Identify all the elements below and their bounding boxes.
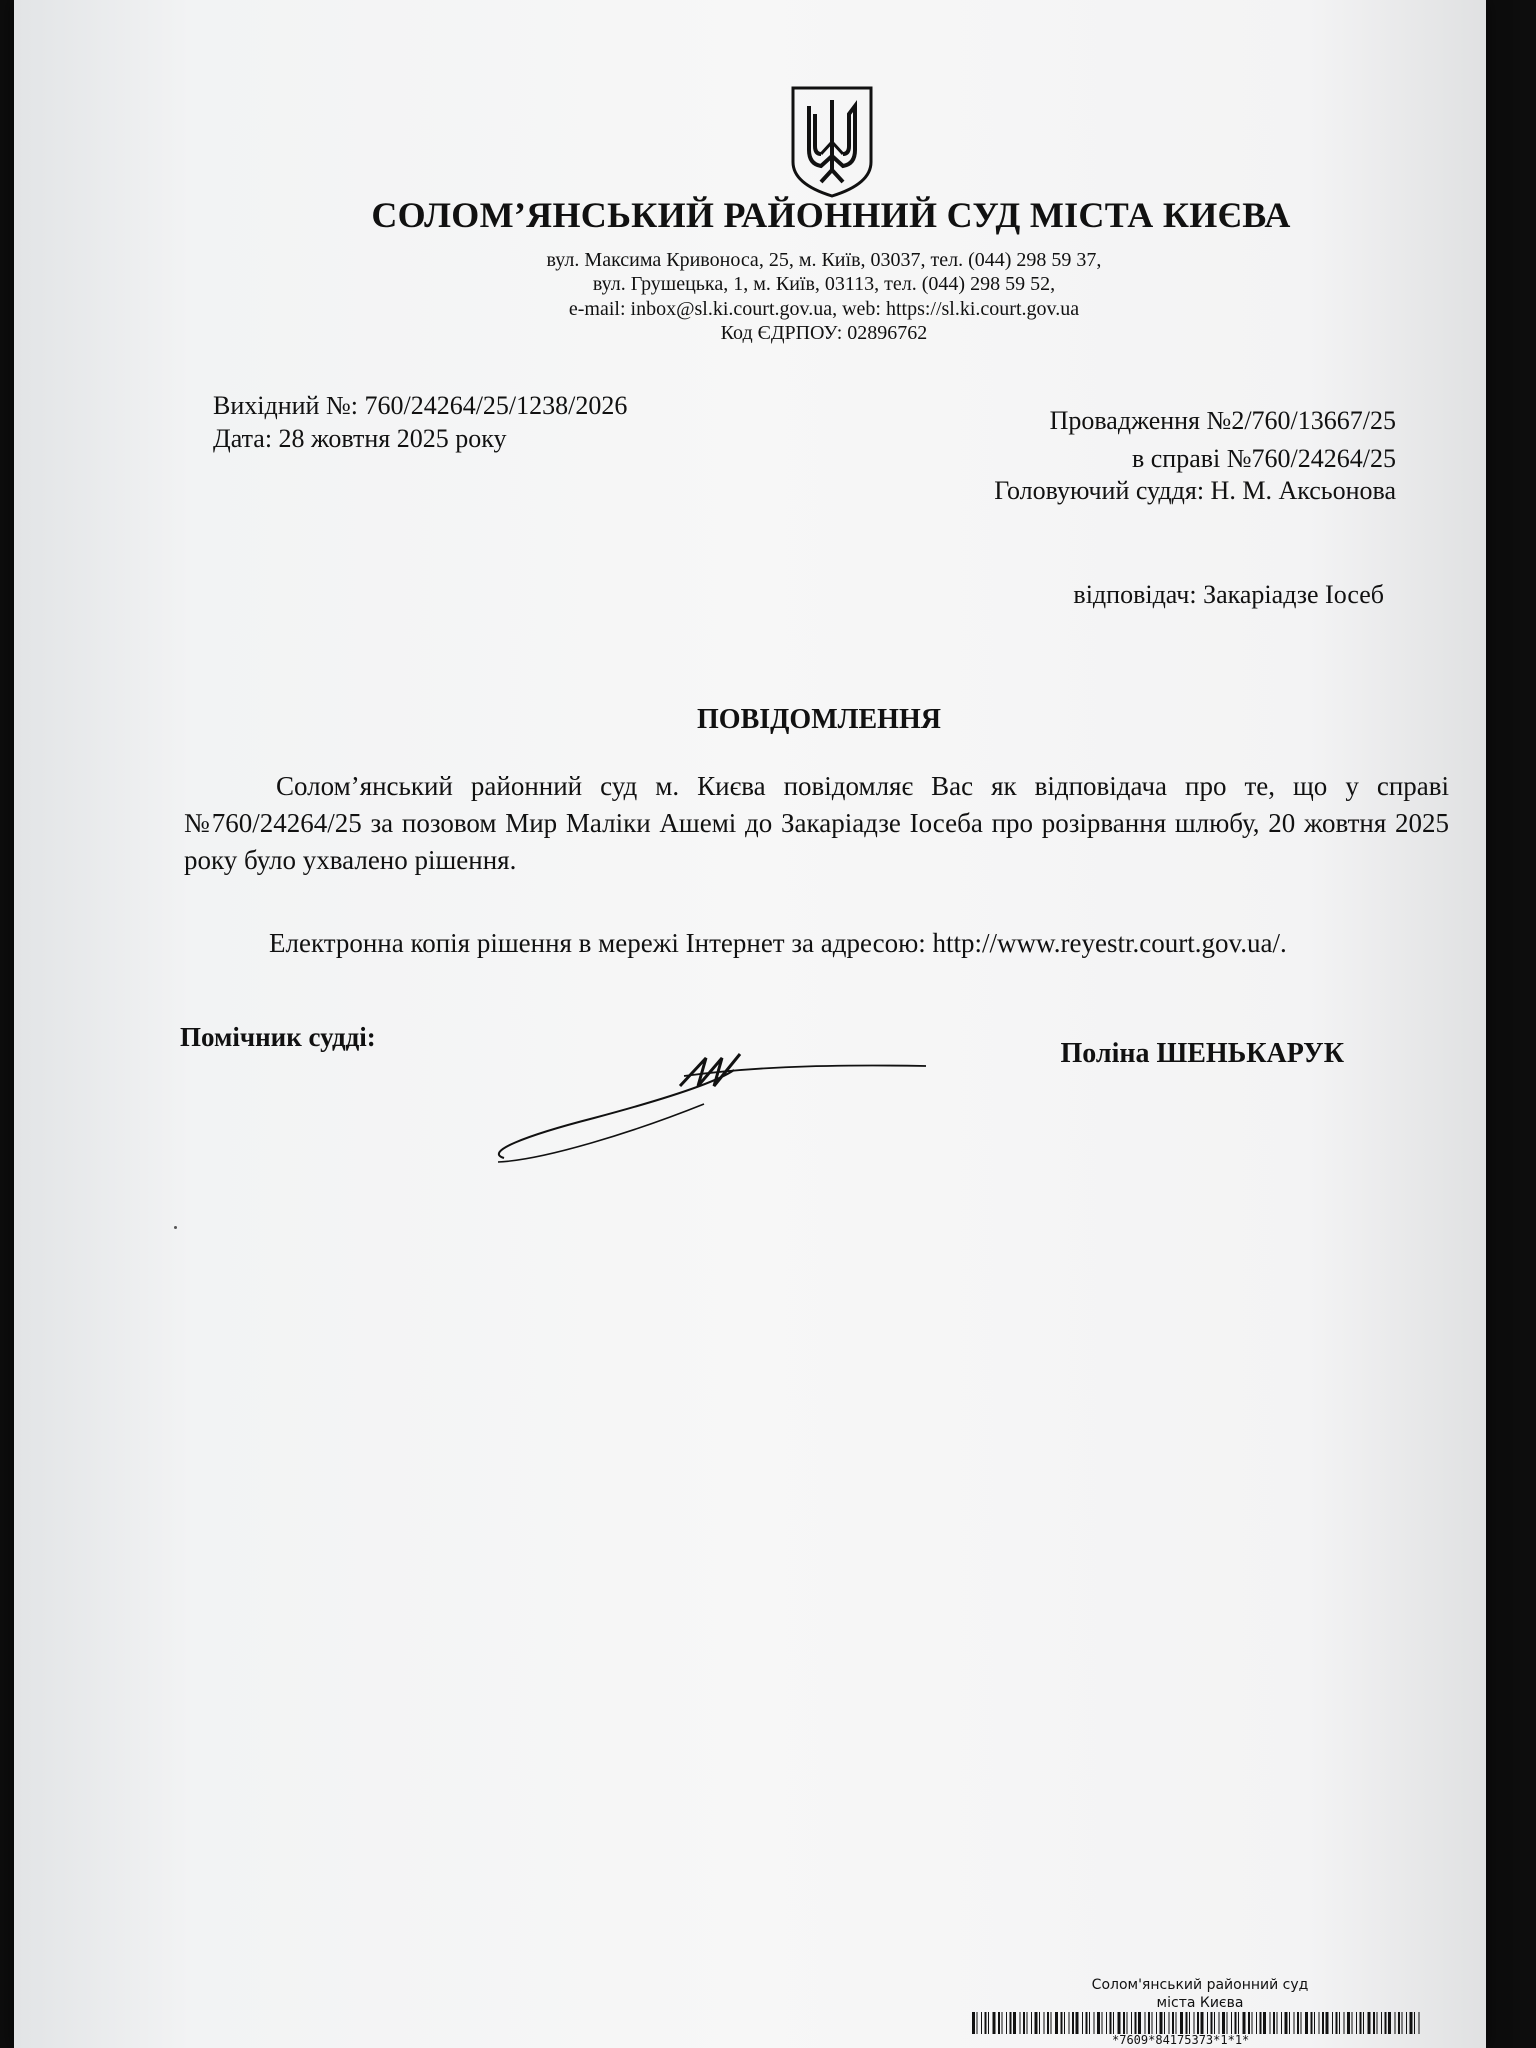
- barcode-bar: [1277, 2012, 1278, 2034]
- barcode-bar: [993, 2012, 996, 2034]
- barcode: [972, 2012, 1424, 2034]
- barcode-bar: [1360, 2012, 1362, 2034]
- barcode-bar: [1289, 2012, 1290, 2034]
- barcode-bar: [998, 2012, 1000, 2034]
- barcode-bar: [1395, 2012, 1396, 2034]
- outgoing-date: Дата: 28 жовтня 2025 року: [213, 424, 507, 453]
- barcode-bar: [1047, 2012, 1049, 2034]
- barcode-bar: [1406, 2012, 1407, 2034]
- barcode-bar: [1402, 2012, 1403, 2034]
- barcode-bar: [1138, 2012, 1141, 2034]
- barcode-bar: [1356, 2012, 1357, 2034]
- barcode-bar: [1410, 2012, 1413, 2034]
- barcode-bar: [1388, 2012, 1391, 2034]
- barcode-bar: [1381, 2012, 1382, 2034]
- barcode-bar: [1148, 2012, 1150, 2034]
- barcode-bar: [1145, 2012, 1146, 2034]
- footer-court-line-1: Солом'янський районний суд: [1091, 1977, 1309, 1993]
- edrpou-line: Код ЄДРПОУ: 02896762: [720, 322, 928, 344]
- barcode-bar: [1326, 2012, 1329, 2034]
- barcode-bar: [1311, 2012, 1313, 2034]
- presiding-judge: Головуючий суддя: Н. М. Аксьонова: [994, 476, 1396, 505]
- barcode-bar: [1123, 2012, 1125, 2034]
- barcode-bar: [1294, 2012, 1295, 2034]
- barcode-bar: [1222, 2012, 1225, 2034]
- barcode-bar: [1086, 2012, 1088, 2034]
- barcode-bar: [1201, 2012, 1204, 2034]
- barcode-bar: [1235, 2012, 1237, 2034]
- barcode-bar: [1352, 2012, 1353, 2034]
- barcode-bar: [1270, 2012, 1271, 2034]
- barcode-bar: [1164, 2012, 1165, 2034]
- barcode-bar: [1197, 2012, 1199, 2034]
- speck: [174, 1226, 177, 1229]
- assistant-label: Помічник судді:: [180, 1022, 376, 1052]
- barcode-bar: [1002, 2012, 1003, 2034]
- coat-of-arms-icon: [789, 84, 875, 200]
- barcode-bar: [1211, 2012, 1213, 2034]
- barcode-bar: [1398, 2012, 1400, 2034]
- barcode-bar: [1344, 2012, 1345, 2034]
- barcode-bar: [972, 2012, 975, 2034]
- barcode-bar: [1064, 2012, 1065, 2034]
- barcode-bar: [1156, 2012, 1157, 2034]
- case-number: в справі №760/24264/25: [1131, 444, 1396, 473]
- barcode-bar: [977, 2012, 978, 2034]
- barcode-bar: [1332, 2012, 1333, 2034]
- barcode-bar: [1106, 2012, 1107, 2034]
- barcode-bar: [1414, 2012, 1415, 2034]
- barcode-bar: [1131, 2012, 1132, 2034]
- barcode-bar: [985, 2012, 987, 2034]
- barcode-bar: [1336, 2012, 1338, 2034]
- barcode-bar: [1169, 2012, 1170, 2034]
- footer-court-line-2: міста Києва: [1156, 1995, 1244, 2011]
- barcode-bar: [1006, 2012, 1007, 2034]
- barcode-bar: [1377, 2012, 1378, 2034]
- barcode-bar: [1322, 2012, 1324, 2034]
- barcode-bar: [1118, 2012, 1121, 2034]
- barcode-bar: [1368, 2012, 1371, 2034]
- barcode-bar: [1069, 2012, 1070, 2034]
- barcode-bar: [1020, 2012, 1021, 2034]
- barcode-bar: [1297, 2012, 1299, 2034]
- barcode-bar: [981, 2012, 982, 2034]
- barcode-bar: [1385, 2012, 1387, 2034]
- barcode-bar: [1044, 2012, 1045, 2034]
- barcode-bar: [1094, 2012, 1095, 2034]
- barcode-bar: [1127, 2012, 1128, 2034]
- barcode-bar: [1082, 2012, 1083, 2034]
- barcode-bar: [1243, 2012, 1246, 2034]
- barcode-bar: [1273, 2012, 1275, 2034]
- barcode-bar: [1031, 2012, 1032, 2034]
- barcode-bar: [1055, 2012, 1058, 2034]
- barcode-bar: [1301, 2012, 1302, 2034]
- barcode-bar: [1027, 2012, 1028, 2034]
- barcode-bar: [1051, 2012, 1052, 2034]
- barcode-bar: [1305, 2012, 1308, 2034]
- barcode-bar: [1172, 2012, 1174, 2034]
- barcode-bar: [1013, 2012, 1016, 2034]
- barcode-bar: [1219, 2012, 1220, 2034]
- barcode-bar: [1186, 2012, 1188, 2034]
- notice-paragraph: Солом’янський районний суд м. Києва повідомляє Вас як відповідача про те, що у справі №760/24264/25 за позовом Мир Маліки Ашемі до Закаріадзе Іосеба про розірвання шлюбу, 20 жовтня 2025 року було ухвалено рішення.: [184, 771, 1449, 875]
- barcode-bar: [1347, 2012, 1350, 2034]
- barcode-bar: [1102, 2012, 1103, 2034]
- barcode-bar: [1039, 2012, 1040, 2034]
- barcode-bar: [1207, 2012, 1208, 2034]
- barcode-bar: [1314, 2012, 1315, 2034]
- barcode-bar: [1113, 2012, 1114, 2034]
- proceeding-number: Провадження №2/760/13667/25: [1049, 406, 1396, 435]
- barcode-bar: [1089, 2012, 1090, 2034]
- outgoing-number: Вихідний №: 760/24264/25/1238/2026: [213, 391, 628, 420]
- barcode-bar: [1135, 2012, 1137, 2034]
- electronic-copy-line: Електронна копія рішення в мережі Інтернет за адресою: http://www.reyestr.court.gov.ua/.: [269, 928, 1287, 958]
- contacts-line: e-mail: inbox@sl.ki.court.gov.ua, web: https://sl.ki.court.gov.ua: [568, 298, 1080, 320]
- barcode-bar: [1194, 2012, 1195, 2034]
- barcode-bar: [988, 2012, 989, 2034]
- barcode-bar: [1061, 2012, 1063, 2034]
- court-title: СОЛОМ’ЯНСЬКИЙ РАЙОННИЙ СУД МІСТА КИЄВА: [371, 195, 1291, 235]
- barcode-bar: [1180, 2012, 1183, 2034]
- barcode-bar: [1097, 2012, 1100, 2034]
- barcode-bar: [1339, 2012, 1340, 2034]
- barcode-bar: [1035, 2012, 1038, 2034]
- barcode-bar: [1214, 2012, 1215, 2034]
- barcode-bar: [1238, 2012, 1239, 2034]
- barcode-bar: [1373, 2012, 1375, 2034]
- barcode-bar: [1231, 2012, 1232, 2034]
- barcode-bar: [1189, 2012, 1190, 2034]
- barcode-bar: [1152, 2012, 1153, 2034]
- assistant-name: Поліна ШЕНЬКАРУК: [1060, 1038, 1344, 1069]
- handwritten-signature: [484, 1040, 934, 1170]
- barcode-bar: [1248, 2012, 1250, 2034]
- barcode-bar: [1076, 2012, 1079, 2034]
- barcode-bar: [1252, 2012, 1253, 2034]
- barcode-bar: [1110, 2012, 1112, 2034]
- barcode-bar: [1010, 2012, 1012, 2034]
- barcode-bar: [1260, 2012, 1262, 2034]
- respondent: відповідач: Закаріадзе Іосеб: [1073, 580, 1384, 609]
- barcode-bar: [1176, 2012, 1177, 2034]
- barcode-bar: [1419, 2012, 1420, 2034]
- barcode-bar: [1160, 2012, 1163, 2034]
- barcode-bar: [1227, 2012, 1228, 2034]
- address-line-2: вул. Грушецька, 1, м. Київ, 03113, тел. (044) 298 59 52,: [592, 273, 1056, 295]
- barcode-bar: [1072, 2012, 1074, 2034]
- document-page: [14, 0, 1486, 2048]
- address-line-1: вул. Максима Кривоноса, 25, м. Київ, 03037, тел. (044) 298 59 37,: [546, 249, 1102, 271]
- barcode-bar: [1263, 2012, 1266, 2034]
- barcode-text: *7609*84175373*1*1*: [1112, 2033, 1250, 2047]
- barcode-bar: [1319, 2012, 1320, 2034]
- barcode-bar: [1256, 2012, 1257, 2034]
- barcode-bar: [1023, 2012, 1025, 2034]
- barcode-bar: [1281, 2012, 1282, 2034]
- barcode-bar: [1285, 2012, 1288, 2034]
- notice-title: ПОВІДОМЛЕННЯ: [697, 704, 941, 735]
- barcode-bar: [1363, 2012, 1364, 2034]
